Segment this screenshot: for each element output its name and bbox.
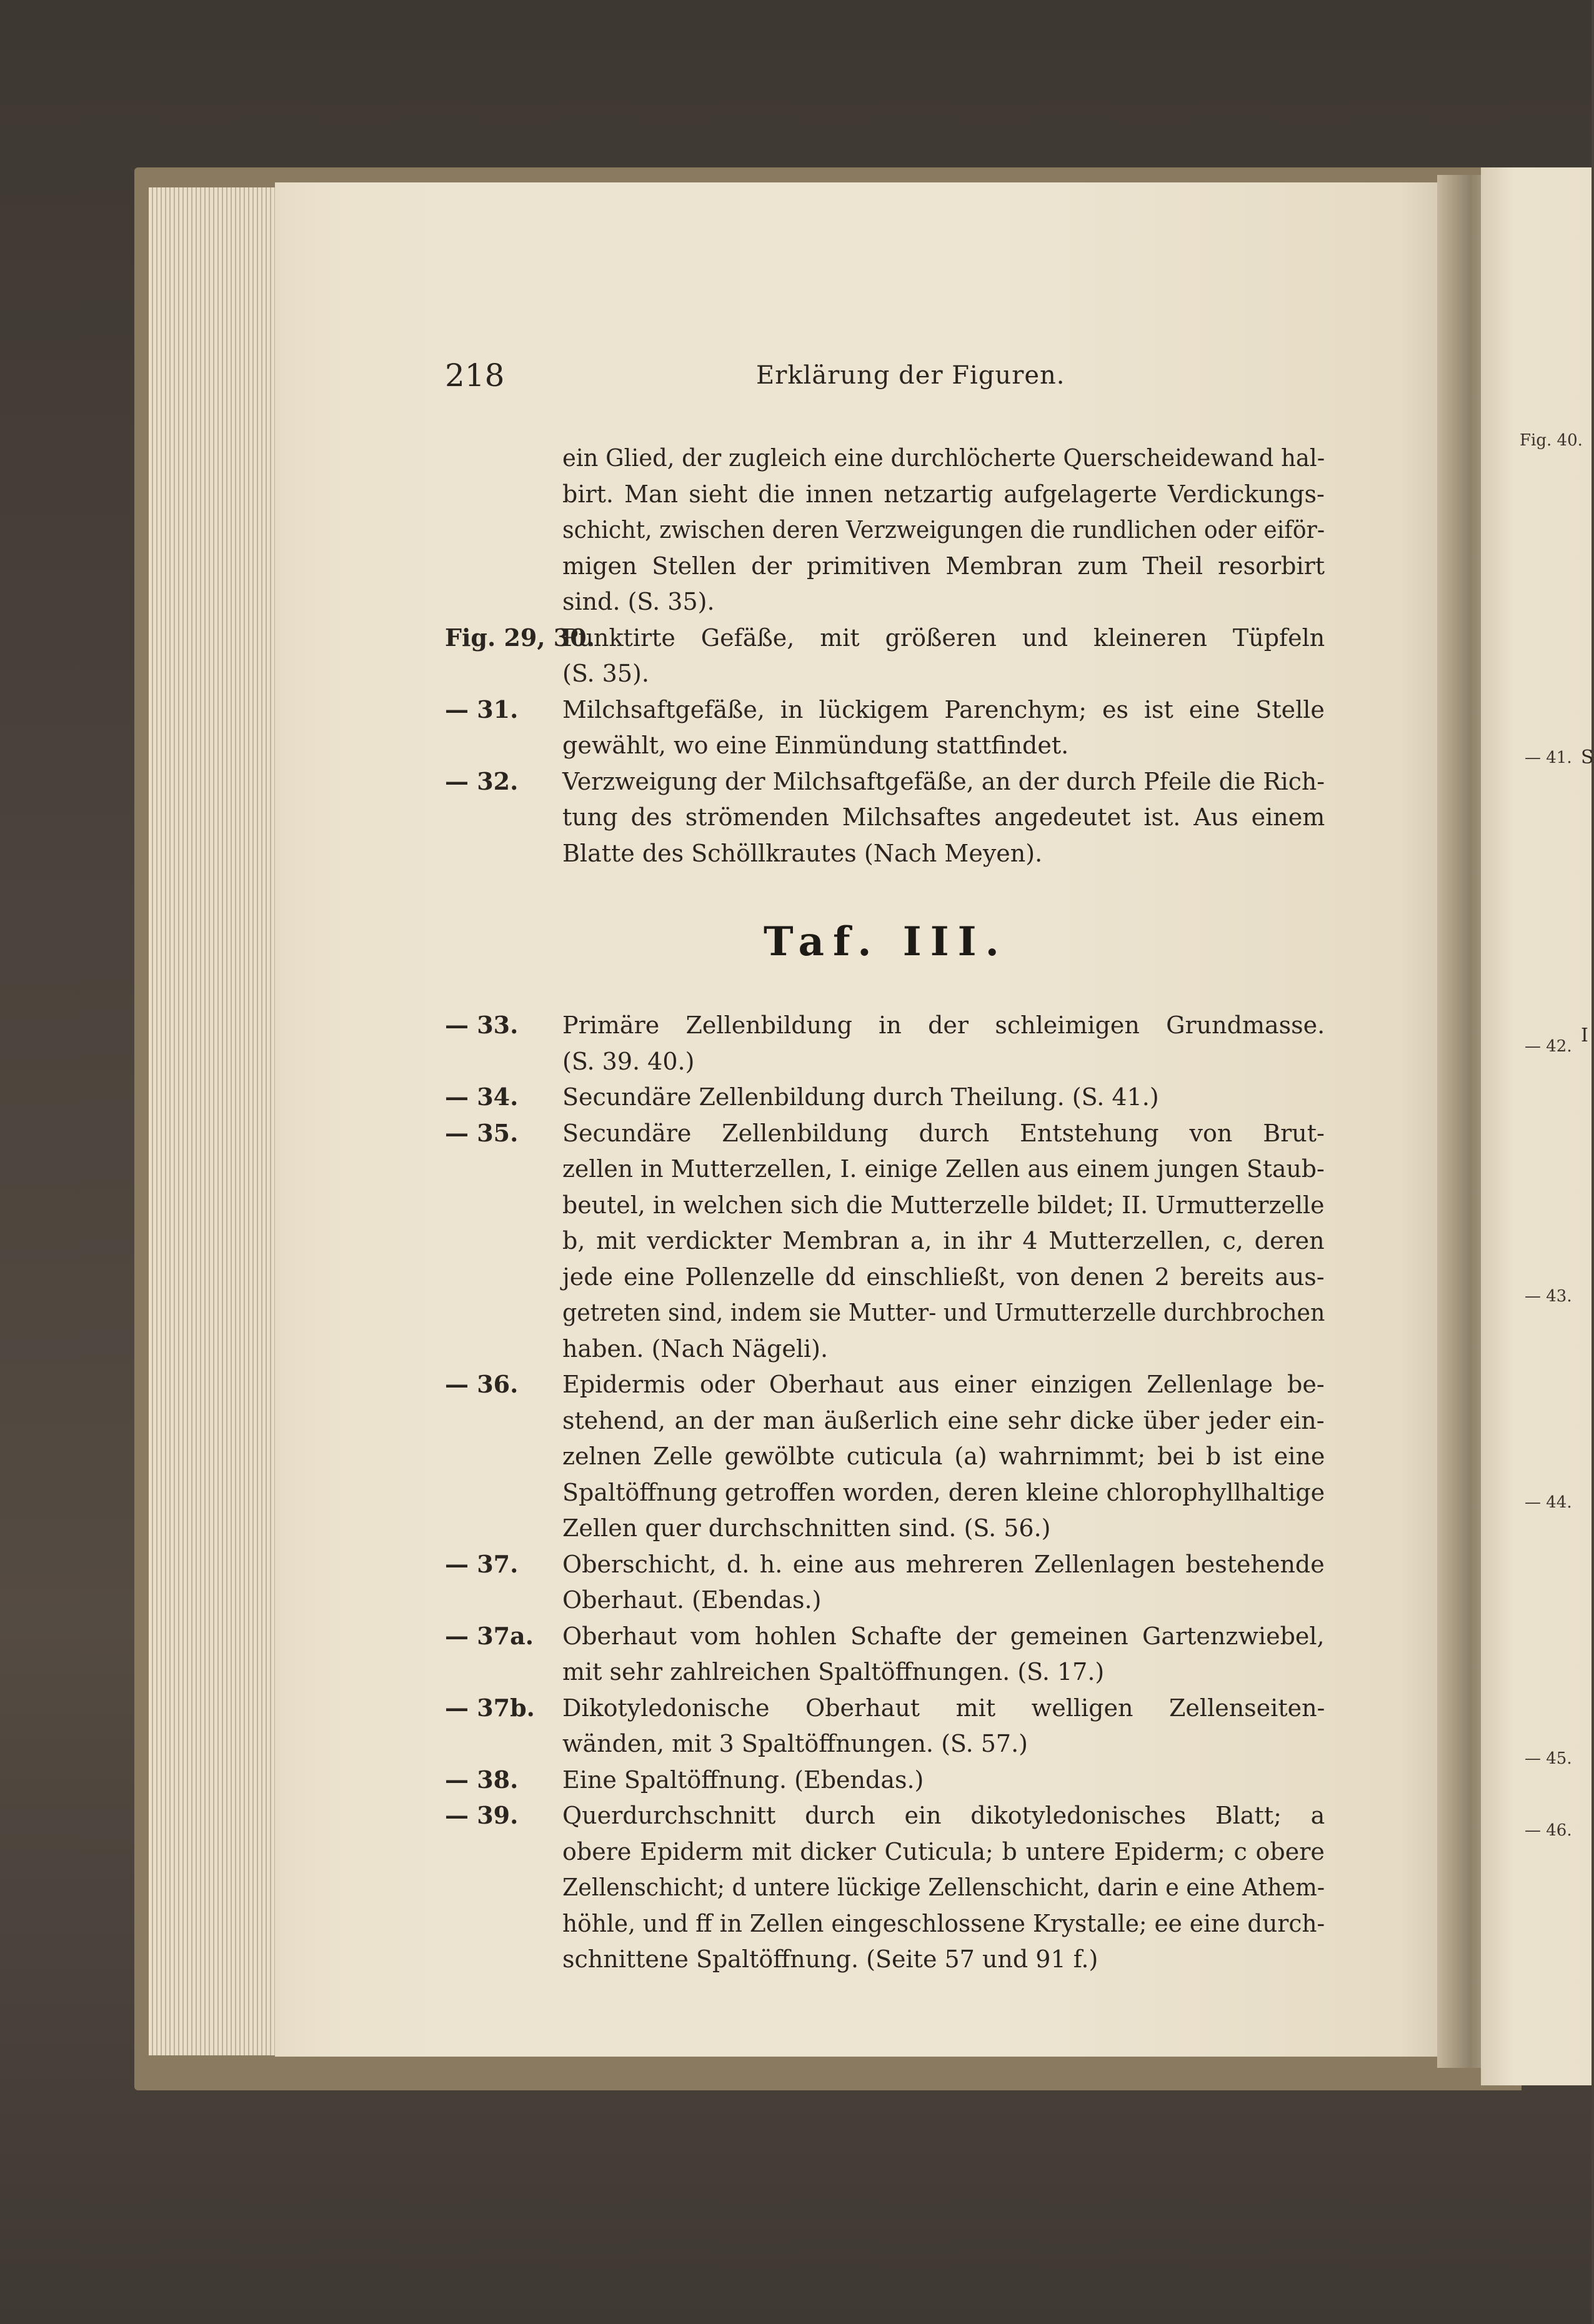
page-edges	[149, 187, 280, 2055]
text-line: stehend, an der man äußerlich eine sehr dicke über jeder ein-	[562, 1406, 1325, 1434]
entry-number: — 32.	[445, 767, 519, 795]
text-line: schicht, zwischen deren Verzweigungen die rundlichen oder eiför-	[562, 516, 1325, 544]
text-line: höhle, und ff in Zellen eingeschlossene Krystalle; ee eine durch-	[562, 1909, 1325, 1937]
text-line: ein Glied, der zugleich eine durchlöcherte Querscheidewand hal-	[562, 444, 1325, 472]
text-line: mit sehr zahlreichen Spaltöffnungen. (S. 17.)	[562, 1658, 1105, 1686]
text-line: Secundäre Zellenbildung durch Theilung. (S. 41.)	[562, 1083, 1159, 1111]
text-line: Querdurchschnitt durch ein dikotyledonisches Blatt; a	[562, 1802, 1325, 1829]
facing-figure-label: Fig. 40.	[1520, 431, 1583, 450]
text-line: schnittene Spaltöffnung. (Seite 57 und 91 f.)	[562, 1945, 1098, 1973]
entry-number: — 35.	[445, 1118, 519, 1147]
text-line: zellen in Mutterzellen, I. einige Zellen aus einem jungen Staub-	[562, 1155, 1325, 1183]
text-line: birt. Man sieht die innen netzartig aufgelagerte Verdickungs-	[562, 480, 1325, 508]
entry-number: — 34.	[445, 1083, 519, 1111]
entry-number: — 33.	[445, 1011, 519, 1039]
text-line: wänden, mit 3 Spaltöffnungen. (S. 57.)	[562, 1730, 1028, 1757]
text-line: Blatte des Schöllkrautes (Nach Meyen).	[562, 839, 1043, 867]
text-line: Eine Spaltöffnung. (Ebendas.)	[562, 1765, 924, 1794]
facing-figure-label: — 43.	[1525, 1287, 1572, 1306]
text-line: gewählt, wo eine Einmündung stattfindet.	[562, 732, 1069, 759]
entry-number: — 37b.	[445, 1693, 535, 1722]
entry-number: — 37a.	[445, 1621, 534, 1650]
facing-figure-label: — 44.	[1525, 1493, 1572, 1512]
text-line: Spaltöffnung getroffen worden, deren kleine chlorophyllhaltige	[562, 1478, 1325, 1506]
text-line: jede eine Pollenzelle dd einschließt, von denen 2 bereits aus-	[562, 1263, 1325, 1291]
entry-number: — 38.	[445, 1765, 519, 1794]
facing-figure-label: — 46.	[1525, 1821, 1572, 1840]
text-line: Primäre Zellenbildung in der schleimigen Grundmasse.	[562, 1011, 1325, 1039]
text-line: zelnen Zelle gewölbte cuticula (a) wahrnimmt; bei b ist eine	[562, 1443, 1325, 1470]
text-line: obere Epiderm mit dicker Cuticula; b untere Epiderm; c obere	[562, 1837, 1325, 1865]
text-line: Secundäre Zellenbildung durch Entstehung von Brut-	[562, 1119, 1325, 1147]
text-line: Zellen quer durchschnitten sind. (S. 56.)	[562, 1514, 1051, 1542]
text-line: Milchsaftgefäße, in lückigem Parenchym; es ist eine Stelle	[562, 695, 1325, 723]
text-line: haben. (Nach Nägeli).	[562, 1334, 829, 1363]
text-line: b, mit verdickter Membran a, in ihr 4 Mutterzellen, c, deren	[562, 1227, 1325, 1254]
facing-page-letter: I	[1581, 1025, 1588, 1046]
entry-number: Fig. 29, 30.	[445, 623, 595, 652]
facing-figure-label: — 45.	[1525, 1749, 1572, 1768]
text-line: Punktirte Gefäße, mit größeren und kleineren Tüpfeln	[562, 623, 1325, 652]
text-line: Verzweigung der Milchsaftgefäße, an der durch Pfeile die Rich-	[562, 767, 1325, 795]
page-number: 218	[445, 357, 505, 394]
text-line: (S. 35).	[562, 660, 649, 687]
text-line: Epidermis oder Oberhaut aus einer einzigen Zellenlage be-	[562, 1371, 1325, 1398]
facing-page-letter: S	[1581, 747, 1594, 768]
text-line: sind. (S. 35).	[562, 588, 715, 615]
section-heading: Taf. III.	[764, 918, 1008, 965]
text-line: beutel, in welchen sich die Mutterzelle bildet; II. Urmutterzelle	[562, 1191, 1325, 1219]
book-page-right	[1481, 167, 1592, 2085]
text-line: Oberhaut vom hohlen Schafte der gemeinen Gartenzwiebel,	[562, 1622, 1325, 1650]
text-line: Dikotyledonische Oberhaut mit welligen Zellenseiten-	[562, 1694, 1325, 1722]
entry-number: — 37.	[445, 1549, 519, 1578]
entry-number: — 31.	[445, 695, 519, 723]
facing-figure-label: — 41.	[1525, 748, 1572, 767]
entry-number: — 36.	[445, 1370, 519, 1398]
text-line: migen Stellen der primitiven Membran zum Theil resorbirt	[562, 552, 1325, 580]
text-line: getreten sind, indem sie Mutter- und Urmutterzelle durchbrochen	[562, 1299, 1325, 1326]
entry-number: — 39.	[445, 1801, 519, 1829]
text-line: Oberschicht, d. h. eine aus mehreren Zellenlagen bestehende	[562, 1550, 1325, 1578]
text-line: tung des strömenden Milchsaftes angedeutet ist. Aus einem	[562, 803, 1325, 831]
running-head: Erklärung der Figuren.	[756, 361, 1065, 390]
text-line: Zellenschicht; d untere lückige Zellenschicht, darin e eine Athem-	[562, 1874, 1325, 1901]
text-line: Oberhaut. (Ebendas.)	[562, 1586, 822, 1614]
facing-figure-label: — 42.	[1525, 1037, 1572, 1056]
text-line: (S. 39. 40.)	[562, 1047, 695, 1075]
